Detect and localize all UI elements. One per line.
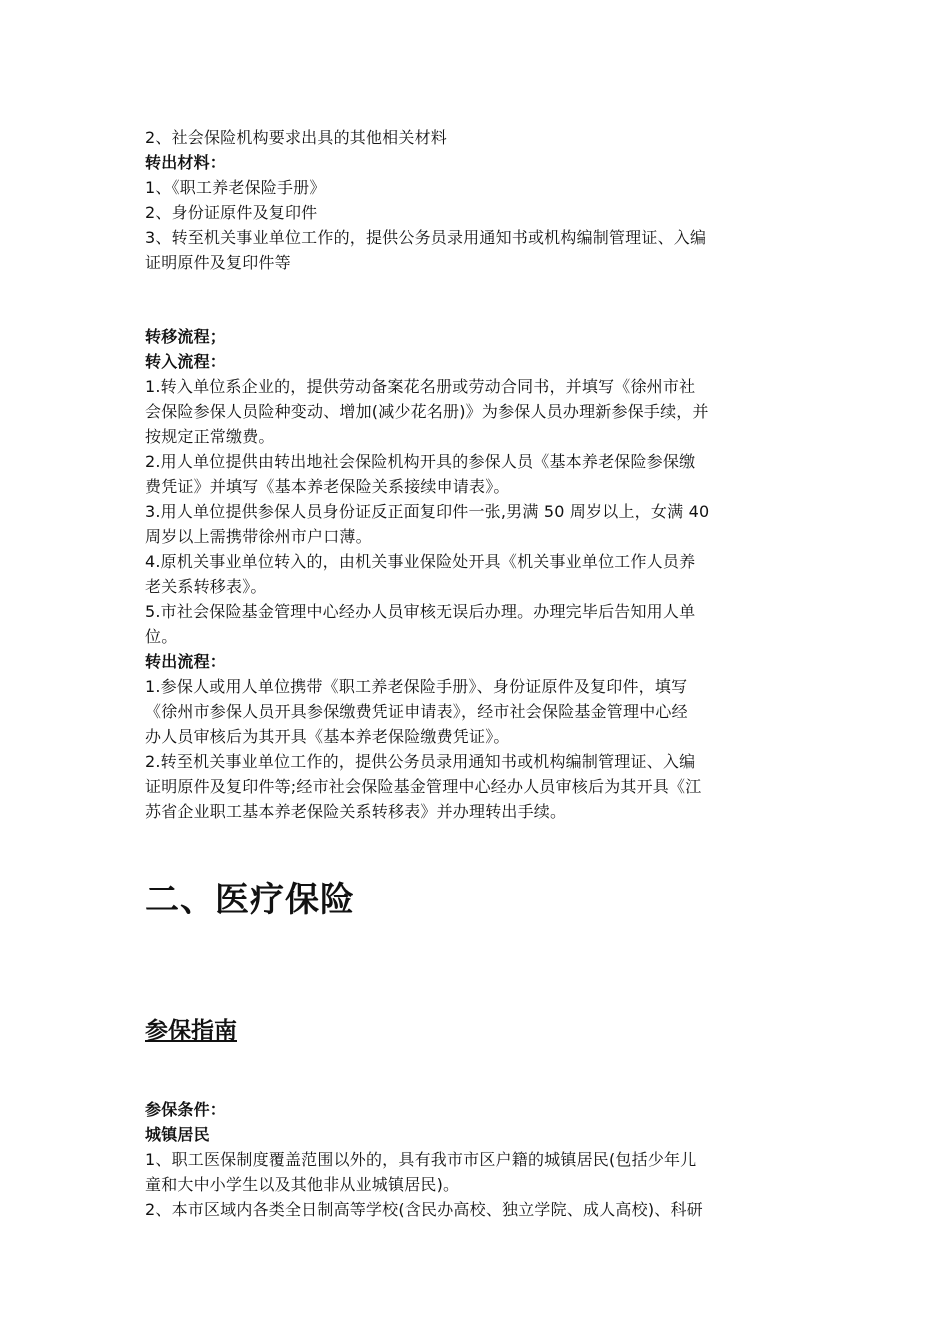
in-process-line: 老关系转移表》。 — [145, 577, 267, 596]
in-process-line: 3.用人单位提供参保人员身份证反正面复印件一张,男满 50 周岁以上，女满 40 — [145, 502, 710, 521]
in-process-line: 2.用人单位提供由转出地社会保险机构开具的参保人员《基本养老保险参保缴 — [145, 452, 696, 471]
in-process-line: 4.原机关事业单位转入的，由机关事业保险处开具《机关事业单位工作人员养 — [145, 552, 696, 571]
out-material-item: 3、转至机关事业单位工作的，提供公务员录用通知书或机构编制管理证、入编 — [145, 228, 707, 247]
out-process-line: 办人员审核后为其开具《基本养老保险缴费凭证》。 — [145, 727, 510, 746]
out-process-line: 证明原件及复印件等;经市社会保险基金管理中心经办人员审核后为其开具《江 — [145, 777, 702, 796]
out-material-item: 1、《职工养老保险手册》 — [145, 178, 326, 197]
in-process-line: 5.市社会保险基金管理中心经办人员审核无误后办理。办理完毕后告知用人单 — [145, 602, 696, 621]
urban-line: 童和大中小学生以及其他非从业城镇居民)。 — [145, 1175, 460, 1194]
out-material-item: 2、身份证原件及复印件 — [145, 203, 318, 222]
in-process-line: 费凭证》并填写《基本养老保险关系接续申请表》。 — [145, 477, 510, 496]
in-process-line: 会保险参保人员险种变动、增加(减少花名册)》为参保人员办理新参保手续，并 — [145, 402, 709, 421]
out-material-item: 证明原件及复印件等 — [145, 253, 291, 272]
out-process-line: 《徐州市参保人员开具参保缴费凭证申请表》，经市社会保险基金管理中心经 — [145, 702, 688, 721]
out-process-line: 苏省企业职工基本养老保险关系转移表》并办理转出手续。 — [145, 802, 567, 821]
in-process-line: 1.转入单位系企业的，提供劳动备案花名册或劳动合同书，并填写《徐州市社 — [145, 377, 696, 396]
out-process-heading: 转出流程： — [145, 652, 227, 671]
urban-heading: 城镇居民 — [145, 1125, 210, 1144]
out-process-line: 2.转至机关事业单位工作的，提供公务员录用通知书或机构编制管理证、入编 — [145, 752, 696, 771]
section-title-medical: 二、医疗保险 — [145, 880, 355, 920]
urban-line: 1、职工医保制度覆盖范围以外的，具有我市市区户籍的城镇居民(包括少年儿 — [145, 1150, 697, 1169]
guide-heading: 参保指南 — [145, 1018, 237, 1044]
in-process-line: 周岁以上需携带徐州市户口薄。 — [145, 527, 372, 546]
in-process-heading: 转入流程： — [145, 352, 227, 371]
conditions-heading: 参保条件： — [145, 1100, 227, 1119]
urban-line: 2、本市区域内各类全日制高等学校(含民办高校、独立学院、成人高校)、科研 — [145, 1200, 703, 1219]
paragraph-line: 2、社会保险机构要求出具的其他相关材料 — [145, 128, 447, 147]
transfer-heading: 转移流程； — [145, 327, 227, 346]
out-process-line: 1.参保人或用人单位携带《职工养老保险手册》、身份证原件及复印件，填写 — [145, 677, 688, 696]
out-materials-heading: 转出材料： — [145, 153, 227, 172]
in-process-line: 按规定正常缴费。 — [145, 427, 275, 446]
in-process-line: 位。 — [145, 627, 178, 646]
